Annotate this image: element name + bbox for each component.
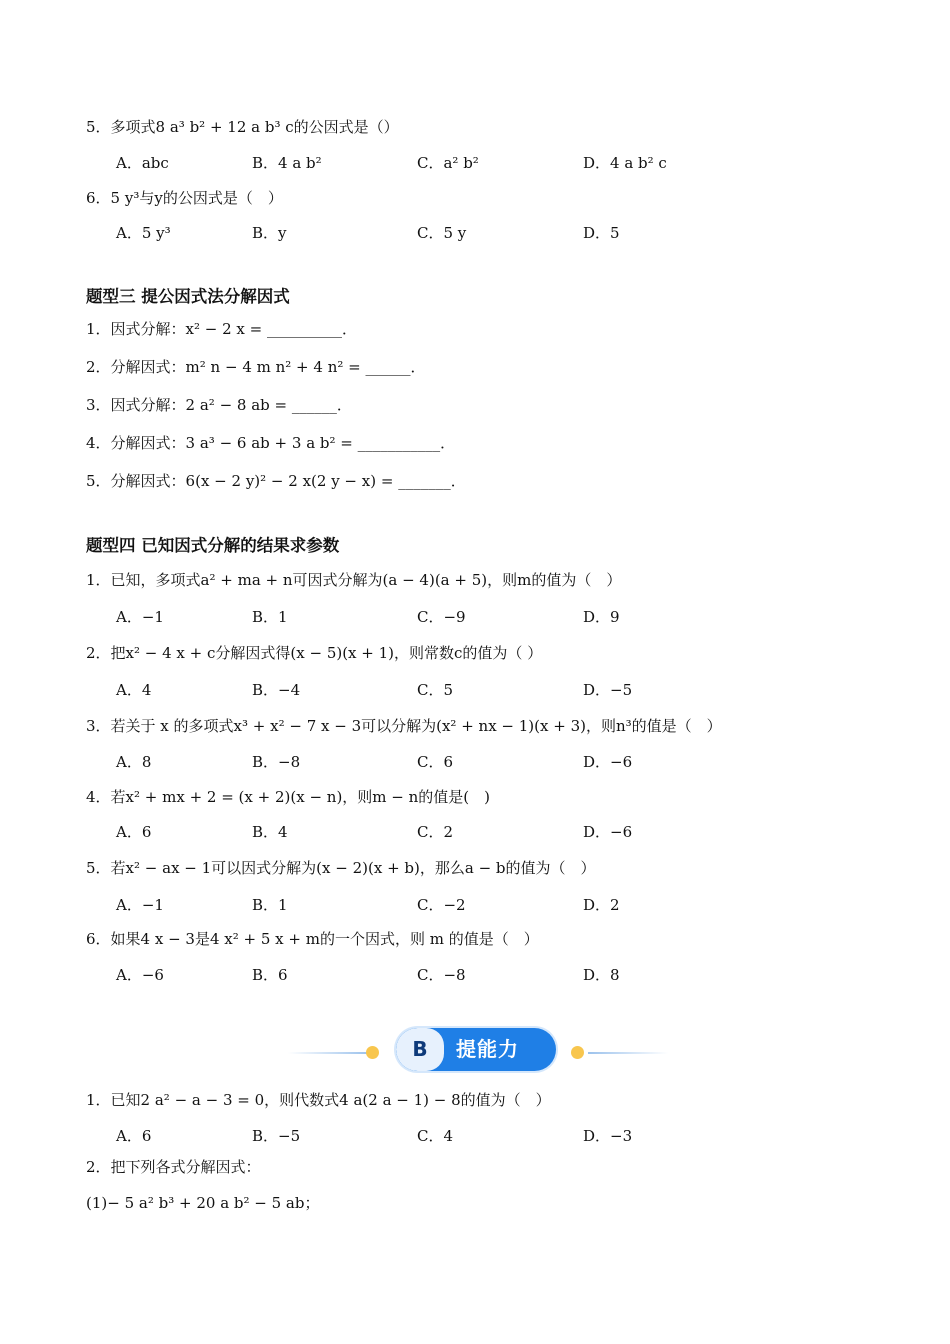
option-d[interactable]: D．−3	[583, 1127, 633, 1145]
question-5-stem: 5．多项式8 a³ b² + 12 a b³ c的公因式是（）	[86, 118, 399, 136]
section-4-q1-stem: 1．已知，多项式a² + ma + n可因式分解为(a − 4)(a + 5)，则m的值为（ ）	[86, 571, 622, 589]
option-b[interactable]: B．y	[252, 224, 287, 242]
option-b[interactable]: B．−4	[252, 681, 301, 699]
section-3-item-5: 5．分解因式：6(x − 2 y)² − 2 x(2 y − x) = _______．	[86, 472, 466, 490]
banner-right-line	[588, 1052, 668, 1054]
option-b[interactable]: B．−5	[252, 1127, 301, 1145]
section-3-item-2: 2．分解因式：m² n − 4 m n² + 4 n² = ______．	[86, 358, 426, 376]
option-a[interactable]: A．8	[116, 753, 152, 771]
option-d[interactable]: D．−6	[583, 823, 633, 841]
option-b[interactable]: B．4 a b²	[252, 154, 322, 172]
option-a[interactable]: A．−1	[116, 608, 164, 626]
question-5-options	[0, 152, 950, 176]
option-a[interactable]: A．6	[116, 823, 152, 841]
section-4-q5-options	[0, 894, 950, 918]
option-c[interactable]: C．6	[417, 753, 454, 771]
section-4-q3-options	[0, 751, 950, 775]
option-c[interactable]: C．−9	[417, 608, 466, 626]
option-b[interactable]: B．1	[252, 608, 288, 626]
option-b[interactable]: B．4	[252, 823, 288, 841]
banner-left-dot	[366, 1046, 379, 1059]
option-c[interactable]: C．−2	[417, 896, 466, 914]
section-4-q3-stem: 3．若关于 x 的多项式x³ + x² − 7 x − 3可以分解为(x² + nx − 1)(x + 3)，则n³的值是（ ）	[86, 717, 722, 735]
ability-banner	[288, 1026, 668, 1074]
section-4-q6-options	[0, 964, 950, 988]
option-d[interactable]: D．4 a b² c	[583, 154, 667, 172]
option-d[interactable]: D．8	[583, 966, 620, 984]
option-a[interactable]: A．6	[116, 1127, 152, 1145]
section-4-q6-stem: 6．如果4 x − 3是4 x² + 5 x + m的一个因式，则 m 的值是（ ）	[86, 930, 539, 948]
banner-label: 提能力	[456, 1037, 519, 1061]
option-a[interactable]: A．−6	[116, 966, 164, 984]
option-c[interactable]: C．−8	[417, 966, 466, 984]
option-c[interactable]: C．5	[417, 681, 454, 699]
option-c[interactable]: C．4	[417, 1127, 454, 1145]
section-3-item-1: 1．因式分解：x² − 2 x = __________．	[86, 320, 357, 338]
option-d[interactable]: D．−6	[583, 753, 633, 771]
section-4-title: 题型四 已知因式分解的结果求参数	[86, 536, 340, 555]
section-4-q1-options	[0, 606, 950, 630]
option-a[interactable]: A．abc	[116, 154, 169, 172]
section-4-q2-options	[0, 679, 950, 703]
option-d[interactable]: D．9	[583, 608, 620, 626]
option-d[interactable]: D．2	[583, 896, 620, 914]
banner-right-dot	[571, 1046, 584, 1059]
option-b[interactable]: B．6	[252, 966, 288, 984]
section-4-q2-stem: 2．把x² − 4 x + c分解因式得(x − 5)(x + 1)，则常数c的值为（ ）	[86, 644, 543, 662]
option-a[interactable]: A．−1	[116, 896, 164, 914]
part-b-q2-stem: 2．把下列各式分解因式：	[86, 1158, 261, 1176]
question-6-stem: 6．5 y³与y的公因式是（ ）	[86, 189, 283, 207]
section-3-item-4: 4．分解因式：3 a³ − 6 ab + 3 a b² = ___________．	[86, 434, 456, 452]
part-b-q1-options	[0, 1125, 950, 1149]
section-4-q4-stem: 4．若x² + mx + 2 = (x + 2)(x − n)，则m − n的值是( )	[86, 788, 490, 806]
banner-pill	[396, 1028, 556, 1071]
part-b-q2-sub1: (1)− 5 a² b³ + 20 a b² − 5 ab；	[86, 1194, 320, 1212]
section-3-item-3: 3．因式分解：2 a² − 8 ab = ______．	[86, 396, 352, 414]
option-d[interactable]: D．5	[583, 224, 620, 242]
option-b[interactable]: B．−8	[252, 753, 301, 771]
section-3-title: 题型三 提公因式法分解因式	[86, 287, 290, 306]
section-4-q5-stem: 5．若x² − ax − 1可以因式分解为(x − 2)(x + b)，那么a − b的值为（ ）	[86, 859, 596, 877]
banner-left-line	[288, 1052, 368, 1054]
option-c[interactable]: C．5 y	[417, 224, 467, 242]
option-a[interactable]: A．4	[116, 681, 152, 699]
section-4-q4-options	[0, 821, 950, 845]
option-b[interactable]: B．1	[252, 896, 288, 914]
part-b-q1-stem: 1．已知2 a² − a − 3 = 0，则代数式4 a(2 a − 1) − 8的值为（ ）	[86, 1091, 551, 1109]
option-c[interactable]: C．2	[417, 823, 454, 841]
banner-letter: B	[396, 1028, 444, 1071]
question-6-options	[0, 222, 950, 246]
option-a[interactable]: A．5 y³	[116, 224, 171, 242]
option-d[interactable]: D．−5	[583, 681, 633, 699]
option-c[interactable]: C．a² b²	[417, 154, 479, 172]
